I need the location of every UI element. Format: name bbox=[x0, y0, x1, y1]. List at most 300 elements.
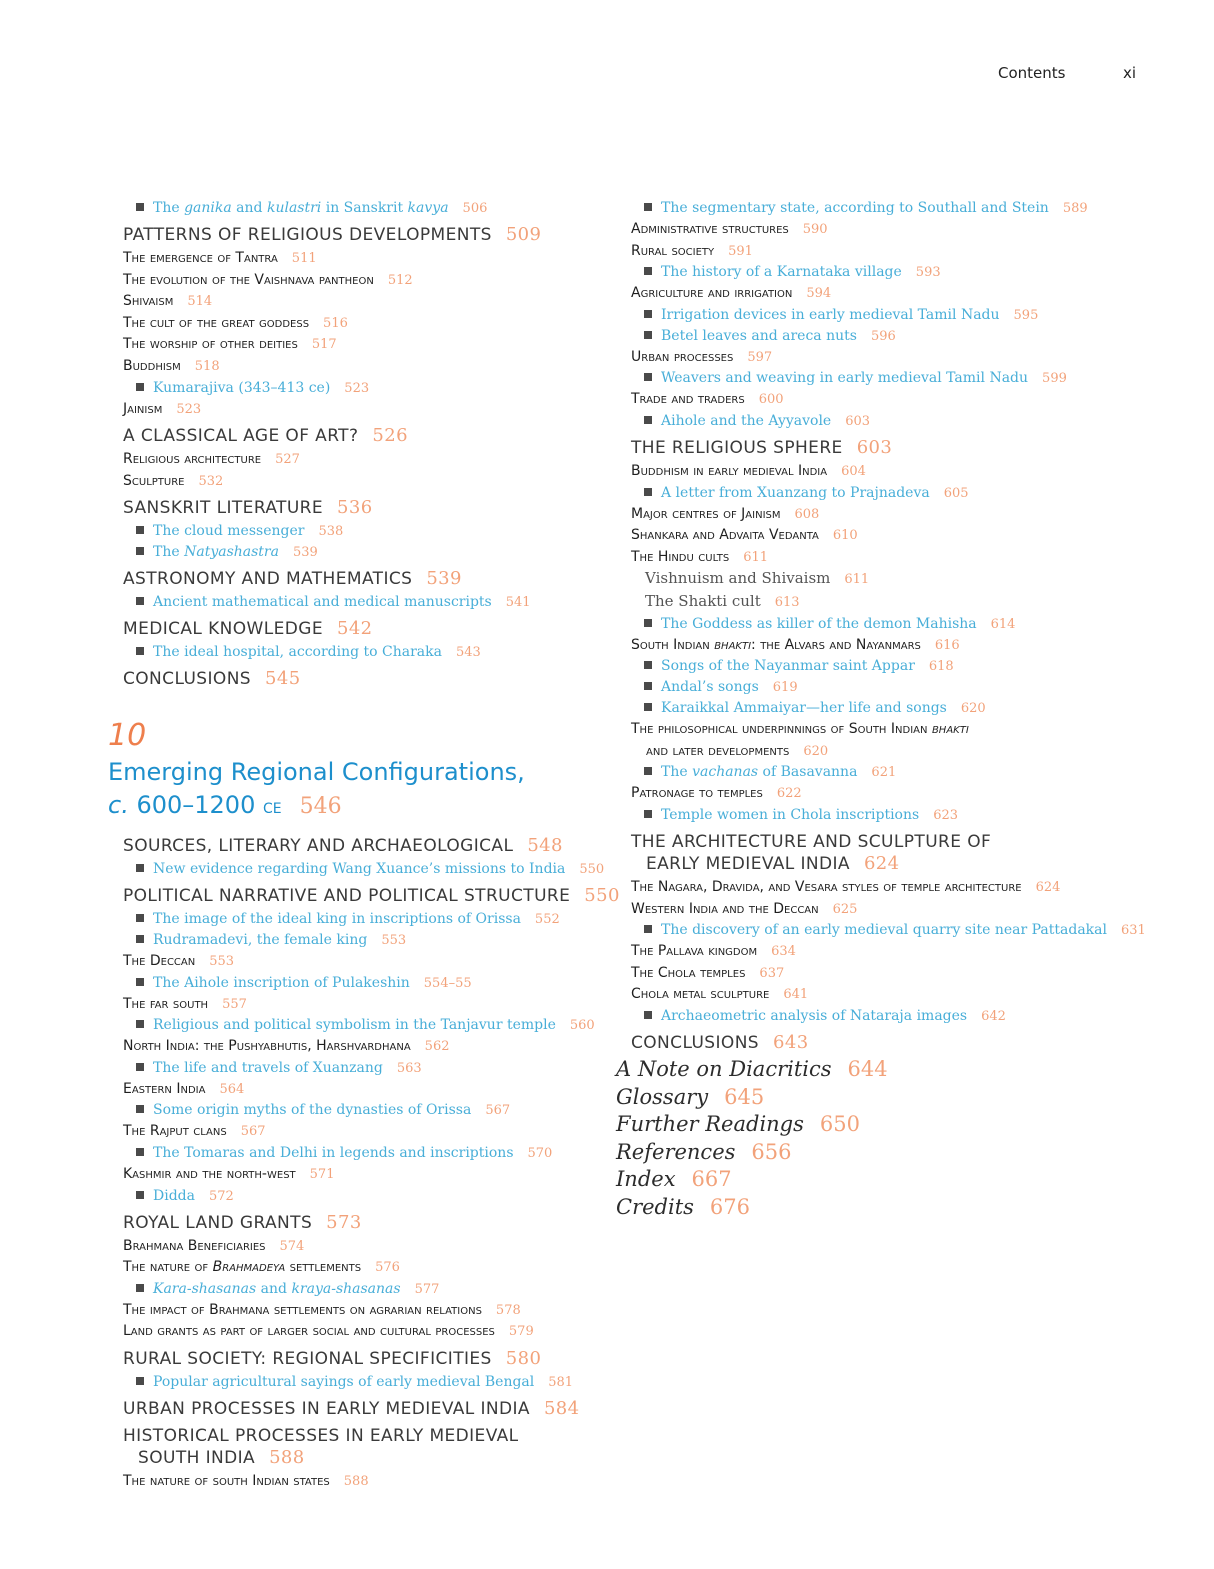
chapter-title-dates: 600–1200 bbox=[128, 791, 256, 819]
toc-box-feature-entry[interactable] bbox=[123, 1143, 598, 1164]
entry-page-number: 676 bbox=[709, 1194, 751, 1219]
entry-page-number: 538 bbox=[318, 524, 344, 540]
entry-page-number: 554–55 bbox=[423, 975, 472, 991]
toc-subsection-entry[interactable] bbox=[631, 635, 1101, 657]
entry-page-number: 656 bbox=[751, 1139, 792, 1164]
chapter-title-circa: c. bbox=[108, 791, 129, 819]
toc-box-feature-entry[interactable] bbox=[123, 859, 605, 880]
entry-page-number: 604 bbox=[841, 463, 866, 479]
entry-title: CONCLUSIONS bbox=[123, 669, 251, 690]
entry-title-part: Natyashastra bbox=[184, 544, 279, 561]
entry-title: RURAL SOCIETY: REGIONAL SPECIFICITIES bbox=[123, 1348, 492, 1369]
entry-page-number: 543 bbox=[455, 645, 481, 661]
entry-title: Religious architecture bbox=[123, 451, 262, 468]
entry-title: URBAN PROCESSES IN EARLY MEDIEVAL INDIA bbox=[123, 1398, 530, 1419]
entry-page-number: 567 bbox=[240, 1124, 266, 1140]
toc-subsection-entry[interactable] bbox=[631, 504, 1101, 526]
entry-title: Further Readings bbox=[616, 1112, 804, 1136]
entry-page-number: 618 bbox=[928, 659, 954, 675]
entry-title-part: : the Alvars and Nayanmars bbox=[751, 636, 921, 653]
entry-title: The Pallava kingdom bbox=[631, 943, 758, 960]
toc-box-feature-entry[interactable] bbox=[631, 483, 1101, 504]
entry-title: Index bbox=[616, 1167, 676, 1191]
entry-title-part: The philosophical underpinnings of South Indian bbox=[631, 721, 932, 738]
entry-title: Glossary bbox=[616, 1084, 709, 1109]
entry-page-number: 578 bbox=[495, 1302, 521, 1318]
entry-page-number: 506 bbox=[462, 201, 488, 216]
entry-title-part: kraya-shasanas bbox=[291, 1280, 401, 1297]
entry-page-number: 623 bbox=[933, 807, 959, 823]
entry-title: Brahmana Beneficiaries bbox=[123, 1237, 266, 1254]
toc-subsection-entry[interactable] bbox=[123, 1079, 598, 1101]
entry-page-number: 600 bbox=[758, 392, 784, 408]
entry-page-number: 614 bbox=[990, 616, 1016, 632]
toc-topic-entry[interactable] bbox=[631, 591, 1101, 614]
toc-subsection-entry[interactable] bbox=[631, 547, 1101, 569]
entry-page-number: 545 bbox=[265, 668, 301, 690]
toc-section-heading[interactable] bbox=[123, 1348, 598, 1370]
toc-subsection-entry[interactable] bbox=[123, 1257, 598, 1279]
entry-page-number: 593 bbox=[915, 265, 941, 281]
entry-title: The far south bbox=[123, 995, 209, 1012]
entry-page-number: 553 bbox=[209, 954, 235, 969]
toc-topic-entry[interactable] bbox=[631, 568, 1101, 591]
entry-title-part: bhakti bbox=[931, 721, 969, 738]
toc-box-feature-entry[interactable] bbox=[631, 411, 1101, 432]
entry-title: Trade and traders bbox=[631, 391, 745, 408]
toc-box-feature-entry[interactable] bbox=[123, 592, 598, 613]
entry-page-number: 572 bbox=[208, 1188, 234, 1204]
toc-subsection-entry[interactable] bbox=[123, 1300, 598, 1322]
entry-page-number: 637 bbox=[759, 965, 785, 981]
entry-title: The history of a Karnataka village bbox=[661, 264, 902, 281]
end-matter-entry[interactable] bbox=[616, 1166, 888, 1194]
page-number: xi bbox=[1123, 64, 1137, 82]
entry-title: The Nagara, Dravida, and Vesara styles of temple architecture bbox=[631, 878, 1022, 895]
entry-title: The evolution of the Vaishnava pantheon bbox=[123, 271, 374, 288]
entry-title-part: Kara-shasanas bbox=[153, 1280, 257, 1297]
entry-page-number: 603 bbox=[856, 436, 893, 458]
toc-section-heading[interactable] bbox=[631, 831, 1101, 853]
entry-title: The image of the ideal king in inscriptions of Orissa bbox=[153, 911, 521, 927]
entry-page-number: 577 bbox=[414, 1281, 440, 1297]
toc-subsection-entry[interactable] bbox=[631, 877, 1101, 899]
entry-title: Shivaism bbox=[123, 293, 174, 310]
entry-title: Urban processes bbox=[631, 348, 734, 365]
entry-title: The discovery of an early medieval quarry site near Pattadakal bbox=[661, 922, 1107, 939]
entry-page-number: 571 bbox=[309, 1166, 335, 1182]
entry-page-number: 581 bbox=[548, 1374, 574, 1390]
entry-page-number: 560 bbox=[569, 1018, 595, 1034]
entry-page-number: 597 bbox=[747, 349, 773, 365]
toc-box-feature-entry[interactable] bbox=[631, 326, 1101, 347]
toc-box-feature-entry[interactable] bbox=[631, 698, 1101, 719]
entry-page-number: 594 bbox=[806, 286, 832, 302]
entry-page-number: 564 bbox=[219, 1081, 245, 1097]
toc-subsection-entry[interactable] bbox=[631, 984, 1101, 1006]
entry-title: Kashmir and the north-west bbox=[123, 1165, 296, 1182]
toc-chapter-10-entries bbox=[123, 830, 620, 1493]
entry-page-number: 574 bbox=[279, 1238, 305, 1254]
entry-title: Aihole and the Ayyavole bbox=[661, 412, 832, 429]
entry-page-number: 624 bbox=[863, 852, 900, 874]
entry-title: The life and travels of Xuanzang bbox=[153, 1059, 383, 1076]
entry-page-number: 589 bbox=[1062, 201, 1088, 216]
entry-title: Sculpture bbox=[123, 472, 185, 489]
toc-box-feature-entry[interactable] bbox=[631, 656, 1101, 677]
entry-title: North India: the Pushyabhutis, Harshvardhana bbox=[123, 1038, 411, 1055]
entry-title-part: and bbox=[256, 1280, 292, 1297]
entry-page-number: 579 bbox=[508, 1324, 534, 1340]
toc-subsection-entry[interactable] bbox=[631, 741, 1101, 763]
toc-subsection-entry[interactable] bbox=[123, 356, 598, 378]
entry-title-part: South Indian bbox=[631, 636, 715, 653]
toc-subsection-entry[interactable] bbox=[631, 899, 1101, 921]
toc-box-feature-entry[interactable] bbox=[123, 1186, 598, 1207]
entry-title: Western India and the Deccan bbox=[631, 900, 819, 917]
entry-title: A CLASSICAL AGE OF ART? bbox=[123, 426, 359, 447]
toc-section-heading[interactable] bbox=[123, 1425, 598, 1447]
entry-title: The nature of south Indian states bbox=[123, 1472, 330, 1489]
entry-title: HISTORICAL PROCESSES IN EARLY MEDIEVAL bbox=[123, 1425, 519, 1446]
entry-page-number: 608 bbox=[794, 506, 820, 522]
toc-box-feature-entry[interactable] bbox=[631, 368, 1101, 389]
entry-title-part: The bbox=[661, 764, 693, 781]
chapter-title-line2[interactable] bbox=[108, 789, 342, 823]
entry-page-number: 595 bbox=[1013, 307, 1039, 323]
toc-subsection-entry[interactable] bbox=[123, 291, 598, 313]
toc-box-feature-entry[interactable] bbox=[123, 1015, 598, 1036]
entry-page-number: 588 bbox=[269, 1446, 305, 1468]
entry-page-number: 550 bbox=[584, 885, 620, 906]
toc-subsection-entry[interactable] bbox=[123, 994, 598, 1016]
entry-title: Irrigation devices in early medieval Tamil Nadu bbox=[661, 306, 1000, 323]
toc-subsection-entry[interactable] bbox=[123, 1236, 598, 1258]
entry-title: The Hindu cults bbox=[631, 548, 730, 565]
entry-title: THE ARCHITECTURE AND SCULPTURE OF bbox=[631, 831, 992, 852]
entry-title: Buddhism bbox=[123, 357, 181, 374]
entry-title: A letter from Xuanzang to Prajnadeva bbox=[661, 484, 930, 501]
entry-page-number: 641 bbox=[783, 987, 809, 1003]
toc-subsection-entry[interactable] bbox=[123, 313, 598, 335]
entry-page-number: 553 bbox=[381, 933, 407, 948]
entry-title-part: vachanas bbox=[692, 764, 759, 781]
chapter-number: 10 bbox=[108, 718, 147, 753]
entry-title: Jainism bbox=[123, 400, 163, 417]
entry-title: The cult of the great goddess bbox=[123, 314, 310, 331]
toc-section-heading[interactable] bbox=[123, 224, 598, 246]
entry-page-number: 620 bbox=[960, 701, 986, 717]
chapter-title-era: ce bbox=[262, 794, 282, 818]
toc-section-heading[interactable] bbox=[123, 835, 598, 857]
entry-title: The Aihole inscription of Pulakeshin bbox=[153, 974, 410, 991]
entry-page-number: 516 bbox=[323, 315, 348, 331]
toc-subsection-entry[interactable] bbox=[631, 941, 1101, 963]
entry-title-part: kulastri bbox=[266, 200, 322, 216]
toc-subsection-entry[interactable] bbox=[123, 951, 598, 973]
entry-page-number: 567 bbox=[485, 1103, 511, 1119]
toc-box-feature-entry[interactable] bbox=[123, 378, 598, 399]
entry-title-part: in Sanskrit bbox=[321, 200, 408, 216]
toc-box-feature-entry[interactable] bbox=[123, 1100, 598, 1121]
toc-subsection-entry[interactable] bbox=[123, 1036, 598, 1058]
entry-title: The Tomaras and Delhi in legends and inscriptions bbox=[153, 1144, 514, 1161]
toc-box-feature-entry[interactable] bbox=[631, 762, 1101, 783]
toc-box-feature-entry[interactable] bbox=[631, 920, 1146, 941]
entry-page-number: 532 bbox=[198, 473, 224, 489]
entry-page-number: 605 bbox=[943, 485, 969, 501]
toc-subsection-entry[interactable] bbox=[631, 461, 1101, 483]
toc-subsection-entry[interactable] bbox=[631, 783, 1101, 805]
toc-section-heading[interactable] bbox=[123, 618, 598, 640]
entry-page-number: 580 bbox=[505, 1347, 542, 1369]
entry-title: Karaikkal Ammaiyar—her life and songs bbox=[661, 700, 947, 717]
entry-title: The Rajput clans bbox=[123, 1123, 227, 1140]
toc-subsection-entry[interactable] bbox=[631, 719, 1101, 741]
toc-section-heading[interactable] bbox=[631, 853, 1101, 875]
entry-title: The Goddess as killer of the demon Mahisha bbox=[661, 615, 977, 632]
toc-subsection-entry[interactable] bbox=[123, 1121, 598, 1143]
entry-page-number: 621 bbox=[871, 765, 897, 781]
entry-title: Weavers and weaving in early medieval Tamil Nadu bbox=[661, 370, 1029, 387]
entry-title: Patronage to temples bbox=[631, 785, 763, 802]
entry-title: Credits bbox=[616, 1194, 694, 1219]
entry-page-number: 611 bbox=[844, 572, 870, 588]
toc-right-column bbox=[631, 198, 1146, 1054]
entry-title-part: The bbox=[153, 544, 185, 561]
toc-box-feature-entry[interactable] bbox=[123, 521, 598, 542]
entry-page-number: 591 bbox=[728, 243, 753, 259]
entry-page-number: 517 bbox=[311, 337, 337, 353]
end-matter-entry[interactable] bbox=[616, 1194, 888, 1222]
entry-title: Temple women in Chola inscriptions bbox=[661, 806, 920, 823]
entry-title: New evidence regarding Wang Xuance’s missions to India bbox=[153, 861, 566, 877]
toc-box-feature-entry[interactable] bbox=[123, 1372, 598, 1393]
end-matter-entry[interactable] bbox=[616, 1084, 888, 1112]
entry-page-number: 541 bbox=[505, 595, 531, 611]
toc-subsection-entry[interactable] bbox=[123, 471, 598, 493]
entry-title: Didda bbox=[153, 1187, 195, 1204]
entry-title: CONCLUSIONS bbox=[631, 1032, 759, 1053]
entry-page-number: 667 bbox=[691, 1167, 732, 1191]
entry-page-number: 573 bbox=[326, 1211, 362, 1233]
toc-box-feature-entry[interactable] bbox=[123, 1279, 598, 1300]
entry-title: Shankara and Advaita Vedanta bbox=[631, 527, 819, 544]
end-matter-entry[interactable] bbox=[616, 1111, 888, 1139]
entry-page-number: 542 bbox=[336, 618, 373, 640]
entry-page-number: 514 bbox=[187, 294, 213, 310]
entry-page-number: 550 bbox=[579, 862, 605, 877]
entry-title: Chola metal sculpture bbox=[631, 986, 770, 1003]
entry-title: Popular agricultural sayings of early medieval Bengal bbox=[153, 1373, 535, 1390]
entry-title: The worship of other deities bbox=[123, 336, 298, 353]
entry-title: Songs of the Nayanmar saint Appar bbox=[661, 658, 915, 675]
entry-title: SANSKRIT LITERATURE bbox=[123, 498, 324, 519]
toc-section-heading[interactable] bbox=[123, 1398, 598, 1420]
toc-box-feature-entry[interactable] bbox=[631, 262, 1101, 283]
entry-page-number: 523 bbox=[176, 401, 202, 417]
entry-title: Rudramadevi, the female king bbox=[153, 932, 368, 948]
entry-title: and later developments bbox=[646, 742, 790, 759]
toc-box-feature-entry[interactable] bbox=[123, 1058, 598, 1079]
entry-title: ROYAL LAND GRANTS bbox=[123, 1212, 313, 1233]
toc-section-heading[interactable] bbox=[123, 568, 598, 590]
toc-box-feature-entry[interactable] bbox=[631, 614, 1101, 635]
entry-title: Religious and political symbolism in the Tanjavur temple bbox=[153, 1017, 556, 1034]
entry-title-part: The bbox=[153, 200, 185, 216]
entry-title: Archaeometric analysis of Nataraja images bbox=[661, 1007, 968, 1024]
entry-title: Administrative structures bbox=[631, 221, 789, 237]
entry-page-number: 625 bbox=[832, 901, 858, 917]
entry-page-number: 509 bbox=[505, 224, 542, 245]
entry-page-number: 523 bbox=[344, 380, 370, 396]
entry-page-number: 552 bbox=[534, 912, 560, 927]
toc-box-feature-entry[interactable] bbox=[631, 805, 1101, 826]
entry-page-number: 562 bbox=[424, 1039, 450, 1055]
toc-subsection-entry[interactable] bbox=[631, 219, 1101, 241]
entry-page-number: 570 bbox=[527, 1145, 553, 1161]
entry-page-number: 512 bbox=[387, 272, 413, 288]
toc-subsection-entry[interactable] bbox=[123, 248, 598, 270]
toc-section-heading[interactable] bbox=[123, 885, 620, 907]
entry-page-number: 611 bbox=[743, 549, 769, 565]
toc-section-heading[interactable] bbox=[123, 1447, 598, 1469]
toc-box-feature-entry[interactable] bbox=[631, 1006, 1101, 1027]
entry-title-part: and bbox=[231, 200, 267, 216]
entry-page-number: 588 bbox=[343, 1473, 369, 1489]
entry-title: Buddhism in early medieval India bbox=[631, 462, 828, 479]
entry-title: ASTRONOMY AND MATHEMATICS bbox=[123, 569, 413, 590]
entry-page-number: 563 bbox=[396, 1060, 422, 1076]
toc-section-heading[interactable] bbox=[631, 437, 1101, 459]
toc-box-feature-entry[interactable] bbox=[123, 909, 598, 930]
entry-page-number: 622 bbox=[776, 786, 802, 802]
toc-subsection-entry[interactable] bbox=[123, 270, 598, 292]
entry-title: The Shakti cult bbox=[645, 591, 761, 610]
entry-page-number: 619 bbox=[772, 680, 798, 696]
chapter-title-line1[interactable]: Emerging Regional Configurations, bbox=[108, 758, 525, 786]
toc-subsection-entry[interactable] bbox=[631, 347, 1101, 369]
entry-page-number: 645 bbox=[724, 1084, 765, 1109]
toc-subsection-entry[interactable] bbox=[123, 1321, 598, 1343]
entry-page-number: 603 bbox=[845, 413, 871, 429]
chapter-page-number: 546 bbox=[299, 794, 342, 819]
entry-title: Andal’s songs bbox=[661, 679, 759, 696]
toc-subsection-entry[interactable] bbox=[123, 449, 598, 471]
entry-title: The Deccan bbox=[123, 953, 196, 969]
toc-subsection-entry[interactable] bbox=[631, 525, 1101, 547]
entry-title-part: The nature of bbox=[123, 1259, 213, 1276]
entry-title: The ideal hospital, according to Charaka bbox=[153, 644, 442, 661]
toc-section-heading[interactable] bbox=[123, 497, 598, 519]
entry-title: Major centres of Jainism bbox=[631, 505, 781, 522]
entry-page-number: 539 bbox=[292, 545, 318, 561]
toc-box-feature-entry[interactable] bbox=[123, 542, 598, 563]
entry-page-number: 557 bbox=[222, 996, 247, 1012]
toc-subsection-entry[interactable] bbox=[631, 389, 1101, 411]
entry-title: Kumarajiva (343–413 ce) bbox=[153, 379, 331, 396]
toc-left-column-top bbox=[123, 198, 598, 690]
entry-title: The Chola temples bbox=[631, 964, 746, 981]
entry-title: THE RELIGIOUS SPHERE bbox=[631, 437, 843, 458]
entry-title: EARLY MEDIEVAL INDIA bbox=[646, 853, 850, 874]
toc-box-feature-entry[interactable] bbox=[631, 305, 1101, 326]
entry-title: POLITICAL NARRATIVE AND POLITICAL STRUCTURE bbox=[123, 886, 571, 906]
toc-section-heading[interactable] bbox=[123, 668, 598, 690]
entry-title: Land grants as part of larger social and cultural processes bbox=[123, 1323, 495, 1340]
end-matter-list bbox=[616, 1056, 888, 1221]
entry-title: References bbox=[616, 1139, 736, 1164]
entry-title: PATTERNS OF RELIGIOUS DEVELOPMENTS bbox=[123, 225, 492, 245]
entry-page-number: 644 bbox=[847, 1057, 888, 1081]
entry-page-number: 624 bbox=[1035, 879, 1061, 895]
entry-title: SOURCES, LITERARY AND ARCHAEOLOGICAL bbox=[123, 836, 514, 856]
toc-section-heading[interactable] bbox=[123, 425, 598, 447]
entry-page-number: 527 bbox=[275, 452, 300, 468]
toc-box-feature-entry[interactable] bbox=[631, 198, 1101, 219]
toc-section-heading[interactable] bbox=[123, 1212, 598, 1234]
toc-box-feature-entry[interactable] bbox=[123, 642, 598, 663]
toc-subsection-entry[interactable] bbox=[123, 334, 598, 356]
entry-page-number: 518 bbox=[194, 358, 220, 374]
toc-box-feature-entry[interactable] bbox=[123, 930, 598, 951]
entry-title: Eastern India bbox=[123, 1080, 206, 1097]
entry-title: Ancient mathematical and medical manuscripts bbox=[153, 594, 492, 611]
toc-subsection-entry[interactable] bbox=[631, 241, 1101, 263]
entry-page-number: 584 bbox=[543, 1397, 580, 1419]
toc-section-heading[interactable] bbox=[631, 1032, 1101, 1054]
entry-page-number: 650 bbox=[819, 1112, 860, 1136]
entry-page-number: 576 bbox=[375, 1260, 400, 1276]
entry-title: Agriculture and irrigation bbox=[631, 285, 793, 302]
toc-subsection-entry[interactable] bbox=[123, 399, 598, 421]
entry-page-number: 642 bbox=[981, 1008, 1006, 1024]
entry-title: A Note on Diacritics bbox=[616, 1057, 832, 1081]
toc-box-feature-entry[interactable] bbox=[123, 973, 598, 994]
entry-page-number: 631 bbox=[1120, 923, 1146, 939]
entry-title: The cloud messenger bbox=[153, 523, 305, 540]
entry-title: The emergence of Tantra bbox=[123, 250, 278, 266]
entry-page-number: 616 bbox=[934, 637, 960, 653]
entry-title-part: ganika bbox=[184, 200, 232, 216]
entry-title-part: settlements bbox=[285, 1259, 362, 1276]
entry-page-number: 526 bbox=[372, 425, 408, 447]
end-matter-entry[interactable] bbox=[616, 1056, 888, 1084]
entry-title: MEDICAL KNOWLEDGE bbox=[123, 619, 323, 640]
entry-page-number: 548 bbox=[527, 835, 563, 856]
entry-page-number: 596 bbox=[870, 328, 896, 344]
entry-title-part: kavya bbox=[407, 200, 449, 216]
entry-page-number: 634 bbox=[771, 944, 796, 960]
entry-title-part: of Basavanna bbox=[758, 764, 858, 781]
running-head: Contents bbox=[998, 64, 1066, 82]
entry-title: Betel leaves and areca nuts bbox=[661, 327, 857, 344]
entry-page-number: 620 bbox=[803, 743, 829, 759]
toc-box-feature-entry[interactable] bbox=[631, 677, 1101, 698]
toc-subsection-entry[interactable] bbox=[631, 283, 1101, 305]
entry-title-part: Brahmadeya bbox=[212, 1259, 286, 1276]
entry-page-number: 536 bbox=[337, 497, 373, 519]
toc-subsection-entry[interactable] bbox=[123, 1471, 598, 1493]
toc-subsection-entry[interactable] bbox=[123, 1164, 598, 1186]
entry-page-number: 511 bbox=[291, 251, 317, 266]
toc-subsection-entry[interactable] bbox=[631, 963, 1101, 985]
toc-box-feature-entry[interactable] bbox=[123, 198, 598, 219]
entry-page-number: 590 bbox=[802, 222, 828, 237]
end-matter-entry[interactable] bbox=[616, 1139, 888, 1167]
entry-page-number: 613 bbox=[774, 594, 800, 610]
entry-title: Some origin myths of the dynasties of Orissa bbox=[153, 1102, 472, 1119]
